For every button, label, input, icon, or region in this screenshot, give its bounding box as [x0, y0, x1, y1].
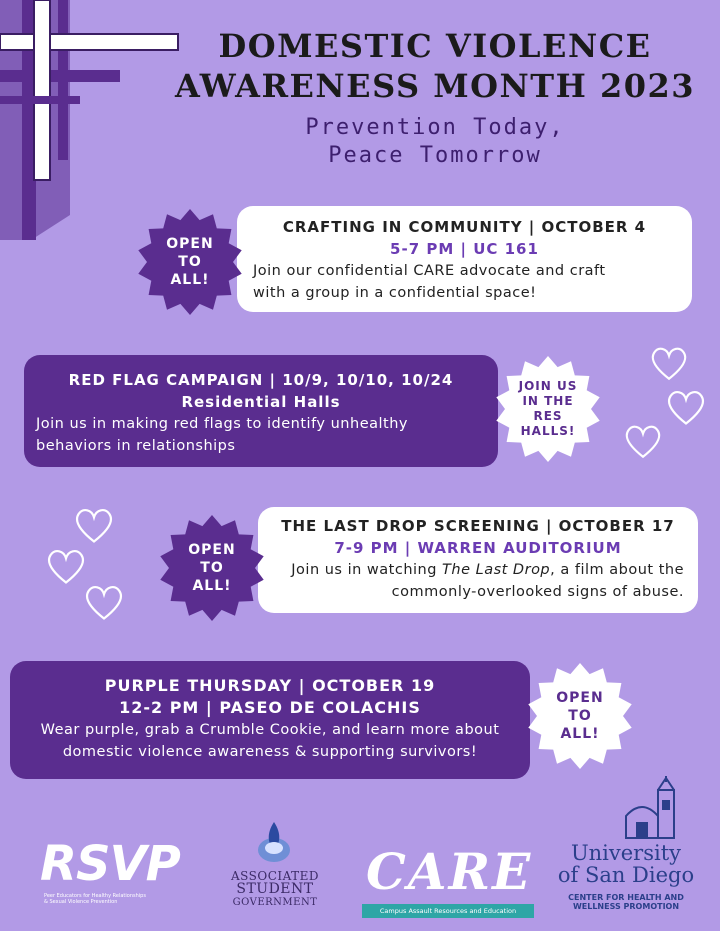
- title-line: DOMESTIC VIOLENCE: [218, 27, 652, 65]
- event-description: [22, 719, 518, 763]
- open-to-all-badge: [526, 662, 634, 770]
- open-to-all-badge: [136, 208, 244, 316]
- desc-line: with a group in a confidential space!: [253, 285, 537, 301]
- badge-line: ALL!: [560, 726, 600, 742]
- usd-logo: [556, 842, 696, 886]
- event-description: [36, 413, 486, 457]
- desc-text: , a film about the: [550, 562, 684, 578]
- usd-sub-line: CENTER FOR HEALTH AND: [568, 893, 684, 902]
- badge-line: TO: [178, 254, 202, 270]
- film-title: The Last Drop: [442, 562, 551, 578]
- event-time: 7-9 PM | WARREN AUDITORIUM: [334, 539, 622, 557]
- badge-line: OPEN: [166, 236, 214, 252]
- heart-outline-icon: [664, 385, 708, 429]
- care-logo: CARE: [366, 842, 533, 901]
- rsvp-tag-line: Peer Educators for Healthy Relationships: [44, 893, 146, 899]
- usd-line: of San Diego: [557, 863, 695, 887]
- subtitle-line: Peace Tomorrow: [328, 143, 542, 168]
- join-res-halls-badge: [494, 355, 602, 463]
- event-card-red-flag: [24, 355, 498, 467]
- event-heading: PURPLE THURSDAY | OCTOBER 19: [104, 676, 436, 695]
- usd-sub-line: WELLNESS PROMOTION: [572, 902, 680, 911]
- badge-line: ALL!: [192, 578, 232, 594]
- subtitle-line: Prevention Today,: [305, 115, 565, 140]
- heart-outline-icon: [648, 342, 690, 384]
- heart-outline-icon: [82, 580, 126, 624]
- event-card-crafting: [237, 206, 692, 312]
- rsvp-tagline: [44, 893, 184, 905]
- badge-line: IN THE: [522, 394, 574, 408]
- badge-line: OPEN: [556, 690, 604, 706]
- desc-line: Wear purple, grab a Crumble Cookie, and learn more about: [40, 722, 500, 738]
- lattice-cross-icon: [0, 0, 180, 240]
- desc-line: behaviors in relationships: [36, 438, 236, 454]
- page-subtitle: [170, 114, 700, 170]
- badge-line: TO: [200, 560, 224, 576]
- desc-line: Join us in making red flags to identify unhealthy: [36, 416, 408, 432]
- asg-flame-icon: [254, 818, 294, 866]
- event-card-purple-thursday: [10, 661, 530, 779]
- title-line: AWARENESS MONTH 2023: [174, 67, 696, 105]
- badge-line: JOIN US: [518, 379, 578, 393]
- usd-center-name: [560, 893, 692, 911]
- rsvp-tag-line: & Sexual Violence Prevention: [44, 899, 118, 905]
- event-time: 5-7 PM | UC 161: [390, 240, 539, 258]
- open-to-all-badge: [158, 514, 266, 622]
- heart-outline-icon: [622, 420, 664, 462]
- event-heading: RED FLAG CAMPAIGN | 10/9, 10/10, 10/24: [68, 371, 454, 389]
- desc-line: commonly-overlooked signs of abuse.: [391, 584, 684, 600]
- usd-mission-icon: [622, 776, 686, 842]
- usd-line: University: [570, 841, 682, 865]
- asg-line: ASSOCIATED: [230, 869, 320, 883]
- heart-outline-icon: [72, 503, 116, 547]
- event-card-last-drop: [258, 507, 698, 613]
- rsvp-logo: RSVP: [40, 836, 180, 892]
- asg-logo: [220, 870, 330, 909]
- event-description: [251, 260, 678, 304]
- event-heading: CRAFTING IN COMMUNITY | OCTOBER 4: [282, 218, 647, 236]
- desc-line: Join our confidential CARE advocate and craft: [253, 263, 606, 279]
- desc-text: Join us in watching: [291, 562, 443, 578]
- badge-line: RES: [533, 409, 563, 423]
- badge-line: HALLS!: [520, 424, 576, 438]
- asg-line: STUDENT: [236, 881, 314, 897]
- event-description: [272, 559, 684, 603]
- badge-line: ALL!: [170, 272, 210, 288]
- event-heading: THE LAST DROP SCREENING | OCTOBER 17: [281, 517, 675, 535]
- badge-line: OPEN: [188, 542, 236, 558]
- asg-line: GOVERNMENT: [232, 897, 318, 908]
- event-location: Residential Halls: [181, 393, 341, 411]
- event-time: 12-2 PM | PASEO DE COLACHIS: [119, 698, 421, 717]
- desc-line: domestic violence awareness & supporting survivors!: [62, 744, 478, 760]
- care-tagline: Campus Assault Resources and Education: [362, 904, 534, 918]
- page-title: [160, 26, 710, 106]
- badge-line: TO: [568, 708, 592, 724]
- desc-line: [272, 559, 684, 581]
